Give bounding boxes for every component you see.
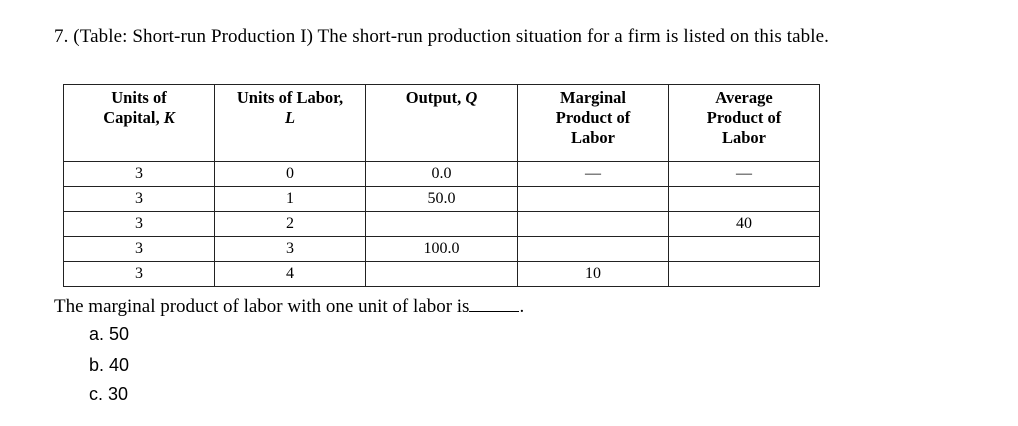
- cell-mpl: 10: [518, 262, 669, 287]
- header-labor: Units of Labor, L: [215, 85, 366, 162]
- cell-labor: 3: [215, 237, 366, 262]
- cell-apl: —: [669, 162, 820, 187]
- cell-capital: 3: [64, 237, 215, 262]
- table-row: [64, 162, 820, 187]
- cell-mpl: [518, 187, 669, 212]
- cell-labor: 4: [215, 262, 366, 287]
- prompt-end: .: [519, 296, 525, 317]
- cell-capital: 3: [64, 162, 215, 187]
- table-header-row: [64, 85, 820, 162]
- cell-mpl: —: [518, 162, 669, 187]
- header-output: Output, Q: [366, 85, 518, 162]
- option-b[interactable]: b. 40: [89, 355, 130, 375]
- cell-mpl: [518, 212, 669, 237]
- table-row: [64, 187, 820, 212]
- cell-capital: 3: [64, 212, 215, 237]
- cell-capital: 3: [64, 187, 215, 212]
- question-text: 7. (Table: Short-run Production I) The short-run production situation for a firm is listed on this table.: [54, 26, 830, 47]
- cell-labor: 1: [215, 187, 366, 212]
- cell-apl: [669, 262, 820, 287]
- cell-apl: [669, 237, 820, 262]
- cell-output: 0.0: [366, 162, 518, 187]
- cell-labor: 2: [215, 212, 366, 237]
- cell-output: 50.0: [366, 187, 518, 212]
- header-marginal-product: Marginal Product of Labor: [518, 85, 669, 162]
- cell-output: [366, 262, 518, 287]
- table-row: [64, 262, 820, 287]
- cell-capital: 3: [64, 262, 215, 287]
- header-capital: Units of Capital, K: [64, 85, 215, 162]
- cell-apl: 40: [669, 212, 820, 237]
- table-row: [64, 212, 820, 237]
- prompt-text: The marginal product of labor with one unit of labor is: [54, 296, 470, 317]
- header-average-product: Average Product of Labor: [669, 85, 820, 162]
- cell-apl: [669, 187, 820, 212]
- cell-output: [366, 212, 518, 237]
- cell-labor: 0: [215, 162, 366, 187]
- cell-output: 100.0: [366, 237, 518, 262]
- table-row: [64, 237, 820, 262]
- production-table: [63, 84, 820, 287]
- prompt-line: [54, 296, 524, 318]
- answer-blank: [469, 310, 519, 312]
- option-a[interactable]: a. 50: [89, 324, 130, 344]
- cell-mpl: [518, 237, 669, 262]
- option-c[interactable]: c. 30: [89, 384, 129, 404]
